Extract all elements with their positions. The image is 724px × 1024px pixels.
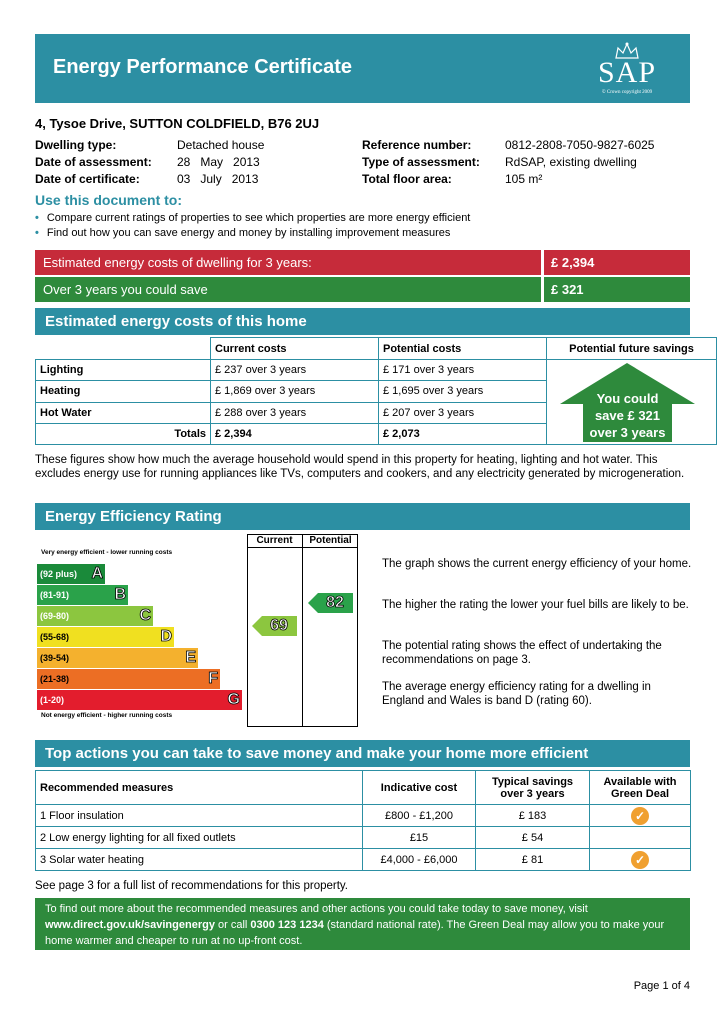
savings-arrow-cell (547, 360, 717, 445)
table-row (36, 827, 691, 849)
band-g (37, 690, 242, 710)
sap-logo (582, 42, 672, 98)
totals-current: £ 2,394 (211, 423, 379, 444)
phone-number: 0300 123 1234 (250, 919, 324, 931)
band-range: (81-91) (40, 590, 70, 600)
rating-explanation-1: The graph shows the current energy efficiency of your home. (382, 558, 692, 570)
savingenergy-link[interactable]: www.direct.gov.uk/savingenergy (45, 919, 215, 931)
measure-savings: £ 81 (476, 849, 590, 871)
band-e (37, 648, 198, 668)
bullet-icon: • (35, 212, 39, 224)
sap-logo-text: SAP (597, 56, 657, 89)
arrow-line: save £ 321 (594, 408, 661, 423)
check-icon: ✓ (631, 807, 649, 825)
band-a (37, 564, 105, 584)
page-title: Energy Performance Certificate (53, 56, 353, 78)
type-assessment-label: Type of assessment: (362, 155, 480, 169)
band-range: (55-68) (40, 632, 70, 642)
info-text: (standard national rate). The Green Deal may allow you to make your home warmer and cheaper to run at no up-front cost. (45, 919, 665, 947)
use-bullet-2 (35, 227, 450, 239)
band-letter: G (227, 691, 240, 708)
use-bullet-text: Compare current ratings of properties to see which properties are more energy efficient (46, 212, 471, 224)
page-number: Page 1 of 4 (633, 980, 690, 992)
reference-value: 0812-2808-7050-9827-6025 (505, 138, 655, 152)
floor-area-label: Total floor area: (362, 172, 452, 186)
rating-chart (35, 534, 360, 727)
measure-savings: £ 54 (476, 827, 590, 849)
band-range: (1-20) (40, 695, 65, 705)
row-label: Hot Water (36, 402, 211, 423)
use-bullet-1 (35, 212, 470, 224)
bullet-icon: • (35, 227, 39, 239)
costs-section-heading: Estimated energy costs of this home (35, 308, 690, 335)
arrow-line: over 3 years (589, 425, 666, 440)
row-label: Heating (36, 381, 211, 402)
measure-name: 2 Low energy lighting for all fixed outlets (36, 827, 363, 849)
measure-cost: £4,000 - £6,000 (363, 849, 476, 871)
current-cost: £ 1,869 over 3 years (211, 381, 379, 402)
potential-rating-value: 82 (326, 594, 344, 611)
rating-explanation-3: The potential rating shows the effect of undertaking the recommendations on page 3. (382, 640, 662, 666)
sap-copyright: © Crown copyright 2009 (601, 90, 653, 95)
band-range: (92 plus) (40, 569, 78, 579)
use-bullet-text: Find out how you can save energy and money by installing improvement measures (46, 227, 451, 239)
estimated-cost-bar (35, 250, 690, 275)
date-certificate-value: 03 July 2013 (177, 172, 259, 186)
estimated-cost-value: £ 2,394 (544, 250, 690, 275)
costs-note: These figures show how much the average household would spend in this property for heating, lighting and hot water. This excludes energy use for running appliances like TVs, computers and cookers, and any electricity generated by microgeneration. (35, 454, 685, 480)
potential-cost: £ 171 over 3 years (379, 360, 547, 381)
actions-section-heading: Top actions you can take to save money and make your home more efficient (35, 740, 690, 767)
band-b (37, 585, 128, 605)
band-c (37, 606, 153, 626)
potential-cost: £ 1,695 over 3 years (379, 381, 547, 402)
rating-explanation-4: The average energy efficiency rating for a dwelling in England and Wales is band D (rating 60). (382, 681, 651, 707)
dwelling-type-value: Detached house (177, 138, 265, 152)
savings-bar (35, 277, 690, 302)
measure-name: 1 Floor insulation (36, 805, 363, 827)
table-row (36, 805, 691, 827)
col-current-rating: Current (256, 535, 293, 546)
certificate-header (35, 34, 690, 103)
info-text: or call (214, 919, 251, 931)
band-letter: D (160, 628, 172, 645)
measure-savings: £ 183 (476, 805, 590, 827)
recommendations-footnote: See page 3 for a full list of recommendations for this property. (35, 880, 348, 892)
costs-table (35, 337, 717, 445)
rating-section-heading: Energy Efficiency Rating (35, 503, 690, 530)
band-range: (39-54) (40, 653, 70, 663)
check-icon: ✓ (631, 851, 649, 869)
column-divider (302, 534, 303, 727)
header-divider (247, 547, 358, 548)
date-assessment-value: 28 May 2013 (177, 155, 260, 169)
estimated-cost-label: Estimated energy costs of dwelling for 3 years: (35, 250, 541, 275)
top-caption: Very energy efficient - lower running costs (41, 549, 173, 556)
totals-label: Totals (36, 423, 211, 444)
green-deal-cell (590, 805, 691, 827)
rating-explanation-2: The higher the rating the lower your fuel bills are likely to be. (382, 599, 689, 611)
measures-table (35, 770, 691, 871)
band-d (37, 627, 174, 647)
green-deal-info-box (35, 898, 690, 950)
col-current-costs: Current costs (211, 338, 379, 360)
band-range: (69-80) (40, 611, 70, 621)
reference-label: Reference number: (362, 138, 472, 152)
col-recommended-measures: Recommended measures (36, 771, 363, 805)
potential-cost: £ 207 over 3 years (379, 402, 547, 423)
band-letter: F (208, 670, 218, 687)
savings-value: £ 321 (544, 277, 690, 302)
table-row (36, 849, 691, 871)
current-cost: £ 288 over 3 years (211, 402, 379, 423)
dwelling-type-label: Dwelling type: (35, 138, 117, 152)
savings-arrow-text (547, 390, 708, 441)
arrow-line: You could (596, 391, 659, 406)
totals-potential: £ 2,073 (379, 423, 547, 444)
green-deal-cell (590, 827, 691, 849)
date-certificate-label: Date of certificate: (35, 172, 140, 186)
date-assessment-label: Date of assessment: (35, 155, 152, 169)
table-row (36, 360, 717, 381)
band-letter: C (139, 607, 151, 624)
row-label: Lighting (36, 360, 211, 381)
use-document-heading: Use this document to: (35, 192, 183, 208)
col-future-savings: Potential future savings (547, 338, 717, 360)
band-f (37, 669, 220, 689)
measure-cost: £800 - £1,200 (363, 805, 476, 827)
green-deal-cell (590, 849, 691, 871)
savings-label: Over 3 years you could save (35, 277, 541, 302)
type-assessment-value: RdSAP, existing dwelling (505, 155, 637, 169)
property-address: 4, Tysoe Drive, SUTTON COLDFIELD, B76 2UJ (35, 116, 320, 131)
col-typical-savings: Typical savings over 3 years (476, 771, 590, 805)
col-indicative-cost: Indicative cost (363, 771, 476, 805)
band-letter: E (185, 649, 196, 666)
measure-name: 3 Solar water heating (36, 849, 363, 871)
col-green-deal: Available with Green Deal (590, 771, 691, 805)
current-cost: £ 237 over 3 years (211, 360, 379, 381)
measure-cost: £15 (363, 827, 476, 849)
info-text: To find out more about the recommended measures and other actions you could take today to save money, visit (45, 903, 588, 915)
col-potential-costs: Potential costs (379, 338, 547, 360)
floor-area-value: 105 m² (505, 172, 543, 186)
band-letter: A (91, 565, 103, 582)
band-letter: B (114, 586, 126, 603)
current-rating-value: 69 (270, 617, 288, 634)
bottom-caption: Not energy efficient - higher running costs (41, 712, 173, 719)
band-range: (21-38) (40, 674, 70, 684)
col-potential-rating: Potential (309, 535, 352, 546)
